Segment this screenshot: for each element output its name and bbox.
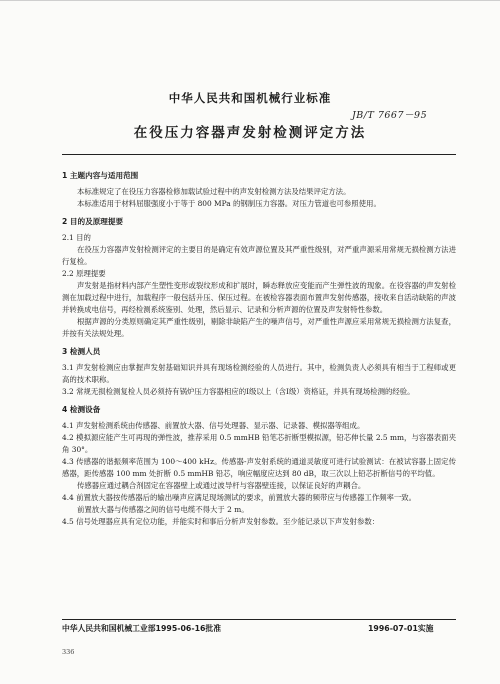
paragraph: 前置放大器与传感器之间的信号电缆不得大于 2 m。 [77,505,249,514]
paragraph: 本标准适用于材料屈服强度小于等于 800 MPa 的钢制压力容器。对压力管道也可参照使用。 [77,199,381,208]
document-title: 在役压力容器声发射检测评定方法 [133,125,367,141]
subsection-label: 2.1 目的 [62,233,91,242]
clause: 4.5 信号处理器应具有定位功能，并能实时和事后分析声发射参数。至少能记录以下声发射参数： [62,517,380,526]
subsection-label: 2.2 原理提要 [62,269,106,278]
section-heading: 3 检测人员 [62,347,101,356]
section-heading: 4 检测设备 [62,405,101,414]
paragraph: 在役压力容器声发射检测评定的主要目的是确定有效声源位置及其严重性级别，对严重声源采用常规无损检测方法进行复检。 [62,245,456,266]
footer-divider [62,619,456,620]
paragraph: 声发射是指材料内部产生塑性变形或裂纹形成和扩展时，瞬态释放应变能而产生弹性波的现象。在役容器的声发射检测在加载过程中进行，加载程序一般包括升压、保压过程。在被检容器表面布置声发射传感器，接收来自活动缺陷的声波并转换成电信号，再经检测系统鉴别、处理，然后显示、记录和分析声源的位置及声发射特性参数。 [62,281,456,314]
clause: 4.2 模拟源应能产生可再现的弹性波，推荐采用 0.5 mmHB 铅笔芯折断型模拟源，铅芯伸长量 2.5 mm，与容器表面夹角 30°。 [62,433,456,454]
paragraph: 本标准规定了在役压力容器检修加载试验过程中的声发射检测方法及结果评定方法。 [77,187,351,196]
standard-code: JB/T 7667－95 [352,110,428,121]
title-divider [62,154,456,155]
clause: 4.1 声发射检测系统由传感器、前置放大器、信号处理器、显示器、记录器、模拟器等组成。 [62,421,365,430]
page-number: 336 [62,648,75,656]
paragraph: 根据声源的分类原则确定其严重性级别，剔除非缺陷产生的噪声信号，对严重性声源应采用常规无损检测方法复查，并按有关法规处理。 [62,317,456,338]
section-heading: 2 目的及原理提要 [62,217,124,226]
clause: 4.4 前置放大器按传感器后的输出噪声应满足现场测试的要求，前置放大器的频带应与传感器工作频率一致。 [62,493,417,502]
paragraph: 传感器应通过耦合剂固定在容器壁上或通过波导杆与容器壁连接，以保证良好的声耦合。 [77,481,366,490]
document-body [62,170,456,528]
clause: 3.1 声发射检测应由掌握声发射基础知识并具有现场检测经验的人员进行。其中，检测负责人必须具有相当于工程师或更高的技术职称。 [62,363,456,384]
issuer-heading: 中华人民共和国机械行业标准 [168,91,332,105]
clause: 4.3 传感器的谐振频率范围为 100～400 kHz。传感器-声发射系统的通道灵敏度可进行试验测试：在被试容器上固定传感器，距传感器 100 mm 处折断 0.5 mmHB 铅芯，响应幅度应达到 80 dB，取三次以上铅芯折断信号的平均值。 [62,457,456,478]
implementation-date: 1996-07-01实施 [368,624,434,633]
scan-top-edge [0,0,500,1]
clause: 3.2 常规无损检测复检人员必须持有锅炉压力容器相应的Ⅰ级以上（含Ⅰ级）资格证，并具有现场检测的经验。 [62,387,415,396]
section-heading: 1 主题内容与适用范围 [62,171,139,180]
approval-line: 中华人民共和国机械工业部1995-06-16批准 [62,624,222,633]
